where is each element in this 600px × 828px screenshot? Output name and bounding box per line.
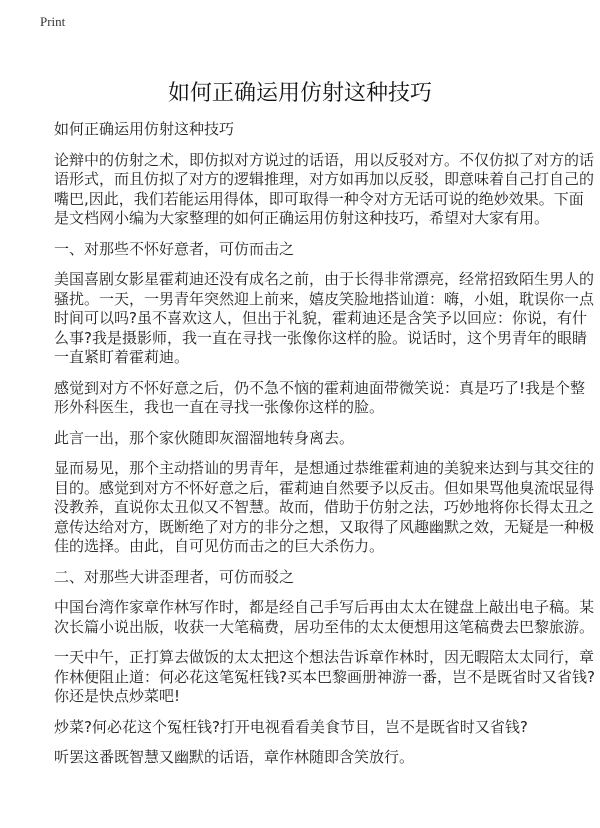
paragraph-line: 听罢这番既智慧又幽默的话语，章作林随即含笑放行。 <box>54 748 415 766</box>
paragraph-line: 骚扰。一天，一男青年突然迎上前来，嬉皮笑脸地搭讪道：嗨，小姐，耽误你一点 <box>54 289 595 308</box>
paragraph <box>54 429 554 449</box>
paragraph-line: 此言一出，那个家伙随即灰溜溜地转身离去。 <box>54 428 355 447</box>
paragraph-line: 没教养，直说你太丑似又不智慧。故而，借助于仿射之法，巧妙地将你长得太丑之 <box>54 498 595 516</box>
paragraph-line: 感觉到对方不怀好意之后，仍不急不恼的霍莉迪面带微笑说：真是巧了!我是个整 <box>54 378 586 397</box>
paragraph-line: 是文档网小编为大家整理的如何正确运用仿射这种技巧，希望对大家有用。 <box>54 209 550 227</box>
paragraph-line: 中国台湾作家章作林写作时，都是经自己手写后再由太太在键盘上敲出电子稿。某 <box>54 598 595 616</box>
document-title: 如何正确运用仿射这种技巧 <box>167 81 432 106</box>
paragraph-line: 美国喜剧女影星霍莉迪还没有成名之前，由于长得非常漂亮，经常招致陌生男人的 <box>54 270 595 288</box>
paragraph <box>54 150 595 229</box>
paragraph <box>54 270 595 368</box>
paragraph <box>54 718 554 738</box>
paragraph-line: 佳的选择。由此，自可见仿而击之的巨大杀伤力。 <box>54 537 385 555</box>
paragraph-line: 么事?我是摄影师，我一直在寻找一张像你这样的脸。说话时，这个男青年的眼睛 <box>54 328 587 347</box>
paragraph <box>54 459 595 557</box>
paragraph <box>54 598 595 637</box>
paragraph-line: 炒菜?何必花这个冤枉钱?打开电视看看美食节目，岂不是既省时又省钱? <box>54 717 528 736</box>
paragraph <box>54 120 554 140</box>
paragraph-line: 作林便阻止道：何必花这笔冤枉钱?买本巴黎画册神游一番，岂不是既省时又省钱? <box>54 667 595 686</box>
paragraph-line: 显而易见，那个主动搭讪的男青年，是想通过恭维霍莉迪的美貌来达到与其交往的 <box>54 459 595 477</box>
paragraph-line: 论辩中的仿射之术，即仿拟对方说过的话语，用以反驳对方。不仅仿拟了对方的话 <box>54 150 595 169</box>
paragraph-line: 如何正确运用仿射这种技巧 <box>54 120 235 138</box>
paragraph <box>54 568 554 588</box>
paragraph <box>54 648 595 707</box>
paragraph <box>54 378 586 418</box>
paragraph-line: 形外科医生，我也一直在寻找一张像你这样的脸。 <box>54 398 385 416</box>
paragraph-line: 目的。感觉到对方不怀好意之后，霍莉迪自然要予以反击。但如果骂他臭流氓显得 <box>54 478 595 497</box>
document-body <box>54 120 595 779</box>
paragraph-line: 一天中午，正打算去做饭的太太把这个想法告诉章作林时，因无暇陪太太同行，章 <box>54 648 595 666</box>
paragraph-line: 语形式，而且仿拟了对方的逻辑推理，对方如再加以反驳，即意味着自己打自己的 <box>54 170 595 188</box>
paragraph-line: 二、对那些大讲歪理者，可仿而驳之 <box>54 567 295 586</box>
paragraph-line: 嘴巴,因此，我们若能运用得体，即可取得一种令对方无话可说的绝妙效果。下面 <box>54 189 584 208</box>
paragraph-line: 意传达给对方，既断绝了对方的非分之想，又取得了风趣幽默之效，无疑是一种极 <box>54 517 595 536</box>
paragraph-line: 一、对那些不怀好意者，可仿而击之 <box>54 239 295 258</box>
paragraph <box>54 240 554 260</box>
paragraph <box>54 748 554 768</box>
paragraph-line: 时间可以吗?虽不喜欢这人，但出于礼貌，霍莉迪还是含笑予以回应：你说，有什 <box>54 309 587 327</box>
paragraph-line: 你还是快点炒菜吧! <box>54 687 181 705</box>
print-label: Print <box>40 14 66 29</box>
paragraph-line: 次长篇小说出版，收获一大笔稿费，居功至伟的太太便想用这笔稿费去巴黎旅游。 <box>54 617 595 636</box>
paragraph-line: 一直紧盯着霍莉迪。 <box>54 348 190 366</box>
